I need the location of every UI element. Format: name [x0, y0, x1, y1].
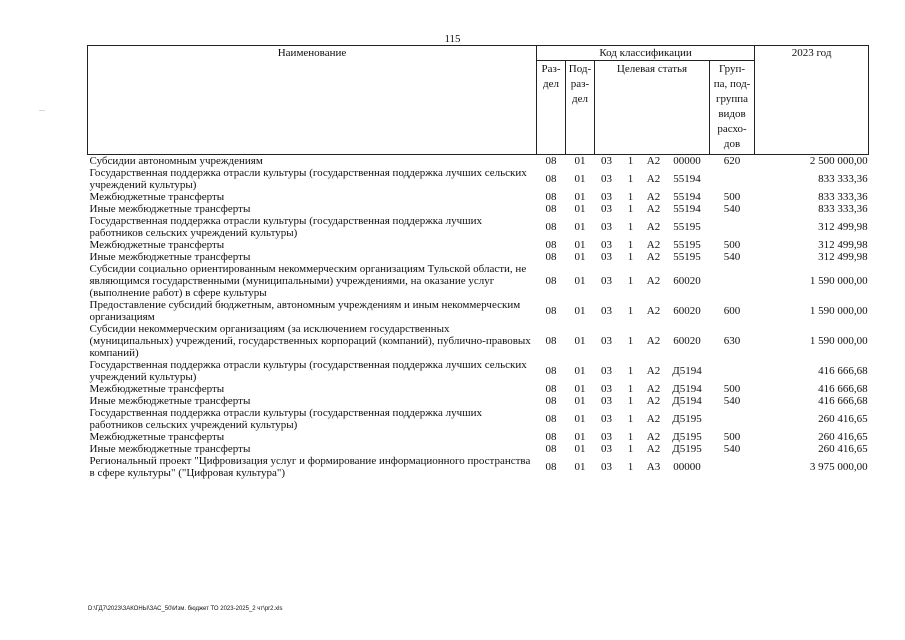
row-expense-group: 540: [723, 203, 741, 215]
row-target-direction: Д5195: [672, 413, 702, 425]
header-podrazdel: Под- раз- дел: [566, 61, 595, 155]
row-target-type: 1: [627, 461, 634, 473]
row-expense-group: 500: [723, 239, 741, 251]
row-target-type: 1: [627, 305, 634, 317]
row-expense-group: [710, 359, 755, 383]
row-target-project: А2: [646, 383, 661, 395]
row-target-project: А2: [646, 335, 661, 347]
row-target-program: 03: [601, 305, 612, 317]
row-podrazdel: 01: [574, 365, 586, 377]
row-razdel: 08: [545, 443, 557, 455]
table-row: [88, 383, 869, 395]
row-target-program: 03: [601, 431, 612, 443]
row-name: Государственная поддержка отрасли культуры (государственная поддержка лучших сельских учреждений культуры): [89, 167, 527, 191]
row-target-project: А2: [646, 305, 661, 317]
table-row: [88, 359, 869, 383]
row-target-program: 03: [601, 383, 612, 395]
header-razdel: Раз- дел: [537, 61, 566, 155]
row-target-direction: 55195: [673, 239, 701, 251]
row-target-direction: Д5194: [672, 365, 702, 377]
row-target-type: 1: [627, 431, 634, 443]
header-target: Целевая статья: [595, 61, 710, 155]
file-path-footer: D:\ГД7\2023\ЗАКОНЫ\ЗАС_50\Изм. бюджет ТО 2023-2025_2 чт\pr2.xls: [88, 606, 283, 612]
table-row: [88, 443, 869, 455]
row-target-direction: 00000: [673, 155, 701, 167]
row-target-program: 03: [601, 251, 612, 263]
row-razdel: 08: [545, 221, 557, 233]
table-row: [88, 323, 869, 359]
row-target-type: 1: [627, 335, 634, 347]
row-name: Иные межбюджетные трансферты: [89, 203, 251, 215]
row-target-project: А2: [646, 395, 661, 407]
row-target-project: А2: [646, 203, 661, 215]
row-target-type: 1: [627, 443, 634, 455]
row-name: Субсидии некоммерческим организациям (за исключением государственных (муниципальных) учреждений, государственных корпораций (компаний), публично-правовых компаний): [89, 323, 531, 359]
row-target-direction: 55195: [673, 221, 701, 233]
row-razdel: 08: [545, 431, 557, 443]
row-target-direction: Д5194: [672, 383, 702, 395]
row-target-type: 1: [627, 173, 634, 185]
row-podrazdel: 01: [574, 251, 586, 263]
row-podrazdel: 01: [574, 383, 586, 395]
row-podrazdel: 01: [574, 221, 586, 233]
row-target-project: А2: [646, 413, 661, 425]
row-amount: 416 666,68: [818, 395, 868, 407]
row-target-type: 1: [627, 395, 634, 407]
row-target-type: 1: [627, 383, 634, 395]
row-expense-group: [710, 455, 755, 479]
row-name: Предоставление субсидий бюджетным, автономным учреждениям и иным некоммерческим организациям: [89, 299, 521, 323]
row-razdel: 08: [545, 203, 557, 215]
row-target-project: А2: [646, 173, 661, 185]
header-name: Наименование: [88, 46, 537, 155]
row-target-direction: 55195: [673, 251, 701, 263]
row-name: Межбюджетные трансферты: [89, 383, 225, 395]
row-name: Региональный проект "Цифровизация услуг и формирование информационного пространства в сфере культуры" ("Цифровая культура"): [89, 455, 531, 479]
table-row: [88, 239, 869, 251]
row-target-direction: 00000: [673, 461, 701, 473]
row-target-program: 03: [601, 239, 612, 251]
table-row: [88, 431, 869, 443]
row-name: Межбюджетные трансферты: [89, 431, 225, 443]
row-amount: 312 499,98: [818, 239, 868, 251]
margin-mark: —: [39, 108, 45, 114]
row-amount: 260 416,65: [818, 443, 868, 455]
row-name: Государственная поддержка отрасли культуры (государственная поддержка лучших работников сельских учреждений культуры): [89, 407, 482, 431]
row-name: Иные межбюджетные трансферты: [89, 395, 251, 407]
row-name: Субсидии социально ориентированным некоммерческим организациям Тульской области, не являющимся государственными (муниципальными) учреждениями, на оказание услуг (выполнение работ) в сфере культуры: [89, 263, 527, 299]
row-target-project: А2: [646, 365, 661, 377]
row-target-direction: Д5195: [672, 431, 702, 443]
row-razdel: 08: [545, 461, 557, 473]
row-target-direction: 55194: [673, 191, 701, 203]
table-row: [88, 455, 869, 479]
row-podrazdel: 01: [574, 239, 586, 251]
row-razdel: 08: [545, 155, 557, 167]
header-group: Груп- па, под- группа видов расхо- дов: [710, 61, 755, 155]
table-row: [88, 215, 869, 239]
row-amount: 1 590 000,00: [809, 335, 868, 347]
header-year: 2023 год: [755, 46, 869, 155]
header-classification: Код классификации: [537, 46, 755, 61]
row-target-program: 03: [601, 155, 612, 167]
row-amount: 1 590 000,00: [809, 275, 868, 287]
row-amount: 416 666,68: [818, 365, 868, 377]
row-expense-group: 540: [723, 395, 741, 407]
table-row: [88, 167, 869, 191]
row-target-project: А2: [646, 431, 661, 443]
row-razdel: 08: [545, 239, 557, 251]
row-expense-group: 500: [723, 431, 741, 443]
row-expense-group: [710, 215, 755, 239]
row-target-project: А3: [646, 461, 661, 473]
row-target-type: 1: [627, 251, 634, 263]
row-podrazdel: 01: [574, 173, 586, 185]
row-name: Межбюджетные трансферты: [89, 239, 225, 251]
row-expense-group: 630: [723, 335, 741, 347]
row-target-program: 03: [601, 203, 612, 215]
row-expense-group: [710, 407, 755, 431]
row-razdel: 08: [545, 383, 557, 395]
table-row: [88, 191, 869, 203]
row-expense-group: 600: [723, 305, 741, 317]
row-target-direction: Д5194: [672, 395, 702, 407]
row-razdel: 08: [545, 365, 557, 377]
table-row: [88, 203, 869, 215]
row-target-program: 03: [601, 413, 612, 425]
table-row: [88, 407, 869, 431]
row-expense-group: [710, 263, 755, 299]
row-target-program: 03: [601, 335, 612, 347]
row-target-program: 03: [601, 221, 612, 233]
row-name: Межбюджетные трансферты: [89, 191, 225, 203]
row-podrazdel: 01: [574, 413, 586, 425]
row-podrazdel: 01: [574, 395, 586, 407]
row-target-type: 1: [627, 275, 634, 287]
row-target-type: 1: [627, 221, 634, 233]
row-expense-group: 540: [723, 443, 741, 455]
table-row: [88, 155, 869, 168]
row-amount: 833 333,36: [818, 173, 868, 185]
row-target-project: А2: [646, 275, 661, 287]
table-body: [88, 155, 869, 480]
row-razdel: 08: [545, 335, 557, 347]
row-amount: 312 499,98: [818, 251, 868, 263]
row-target-direction: 60020: [673, 305, 701, 317]
row-target-program: 03: [601, 173, 612, 185]
row-target-type: 1: [627, 413, 634, 425]
row-target-direction: 55194: [673, 173, 701, 185]
row-target-project: А2: [646, 191, 661, 203]
row-razdel: 08: [545, 173, 557, 185]
row-amount: 260 416,65: [818, 431, 868, 443]
row-name: Субсидии автономным учреждениям: [89, 155, 263, 167]
table-row: [88, 395, 869, 407]
row-podrazdel: 01: [574, 431, 586, 443]
row-target-program: 03: [601, 191, 612, 203]
row-target-program: 03: [601, 365, 612, 377]
page-number: 115: [444, 33, 461, 45]
row-target-direction: 60020: [673, 275, 701, 287]
row-target-program: 03: [601, 275, 612, 287]
row-amount: 2 500 000,00: [809, 155, 868, 167]
row-razdel: 08: [545, 251, 557, 263]
row-target-project: А2: [646, 251, 661, 263]
row-podrazdel: 01: [574, 203, 586, 215]
row-target-program: 03: [601, 461, 612, 473]
row-target-type: 1: [627, 239, 634, 251]
row-target-project: А2: [646, 155, 661, 167]
row-expense-group: 500: [723, 191, 741, 203]
row-amount: 1 590 000,00: [809, 305, 868, 317]
row-podrazdel: 01: [574, 461, 586, 473]
table-row: [88, 263, 869, 299]
row-target-type: 1: [627, 365, 634, 377]
row-name: Государственная поддержка отрасли культуры (государственная поддержка лучших сельских учреждений культуры): [89, 359, 527, 383]
row-expense-group: 620: [723, 155, 741, 167]
row-podrazdel: 01: [574, 335, 586, 347]
row-expense-group: 500: [723, 383, 741, 395]
table-row: [88, 251, 869, 263]
row-podrazdel: 01: [574, 191, 586, 203]
row-podrazdel: 01: [574, 275, 586, 287]
row-target-type: 1: [627, 203, 634, 215]
row-razdel: 08: [545, 305, 557, 317]
row-podrazdel: 01: [574, 305, 586, 317]
row-amount: 260 416,65: [818, 413, 868, 425]
budget-table: [87, 45, 869, 479]
row-target-direction: Д5195: [672, 443, 702, 455]
row-podrazdel: 01: [574, 443, 586, 455]
row-podrazdel: 01: [574, 155, 586, 167]
row-amount: 3 975 000,00: [809, 461, 868, 473]
row-name: Государственная поддержка отрасли культуры (государственная поддержка лучших работников сельских учреждений культуры): [89, 215, 482, 239]
table-row: [88, 299, 869, 323]
row-amount: 416 666,68: [818, 383, 868, 395]
row-amount: 312 499,98: [818, 221, 868, 233]
row-expense-group: [710, 167, 755, 191]
row-razdel: 08: [545, 191, 557, 203]
row-razdel: 08: [545, 413, 557, 425]
row-name: Иные межбюджетные трансферты: [89, 251, 251, 263]
row-target-type: 1: [627, 155, 634, 167]
row-name: Иные межбюджетные трансферты: [89, 443, 251, 455]
row-target-direction: 55194: [673, 203, 701, 215]
row-target-project: А2: [646, 221, 661, 233]
row-target-direction: 60020: [673, 335, 701, 347]
row-amount: 833 333,36: [818, 203, 868, 215]
row-razdel: 08: [545, 395, 557, 407]
row-target-program: 03: [601, 443, 612, 455]
row-expense-group: 540: [723, 251, 741, 263]
row-target-project: А2: [646, 239, 661, 251]
row-target-type: 1: [627, 191, 634, 203]
row-amount: 833 333,36: [818, 191, 868, 203]
table-header: [88, 46, 869, 155]
row-razdel: 08: [545, 275, 557, 287]
row-target-project: А2: [646, 443, 661, 455]
row-target-program: 03: [601, 395, 612, 407]
